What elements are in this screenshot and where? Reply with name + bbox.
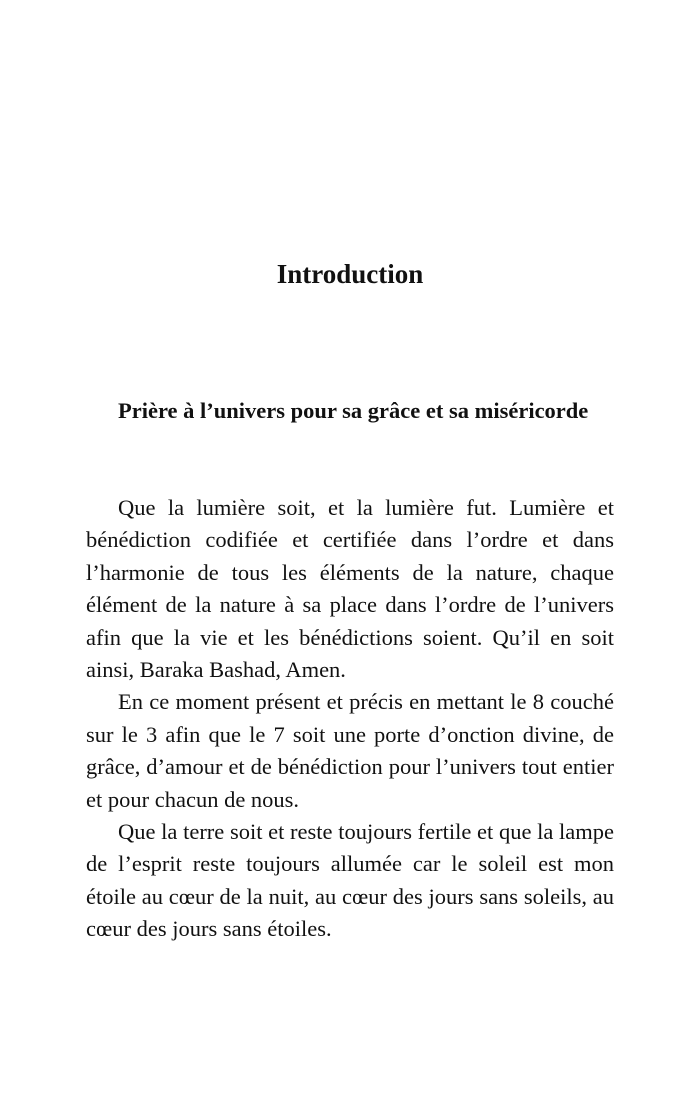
paragraph-2: En ce moment présent et précis en mettant le 8 couché sur le 3 afin que le 7 soit une porte d’onction divine, de grâce, d’amour et de bénédiction pour l’univers tout entier et pour chacun de nous. [86, 689, 614, 812]
section-subtitle: Prière à l’univers pour sa grâce et sa miséricorde [118, 398, 589, 423]
page-title: Introduction [276, 259, 424, 289]
body-text [86, 492, 614, 946]
paragraph-3: Que la terre soit et reste toujours fertile et que la lampe de l’esprit reste toujours allumée car le soleil est mon étoile au cœur de la nuit, au cœur des jours sans soleils, au cœur des jours sans étoiles. [86, 819, 614, 942]
paragraph-1: Que la lumière soit, et la lumière fut. Lumière et bénédiction codifiée et certifiée dans l’ordre et dans l’harmonie de tous les éléments de la nature, chaque élément de la nature à sa place dans l’ordre de l’univers afin que la vie et les bénédictions soient. Qu’il en soit ainsi, Baraka Bashad, Amen. [86, 495, 614, 683]
